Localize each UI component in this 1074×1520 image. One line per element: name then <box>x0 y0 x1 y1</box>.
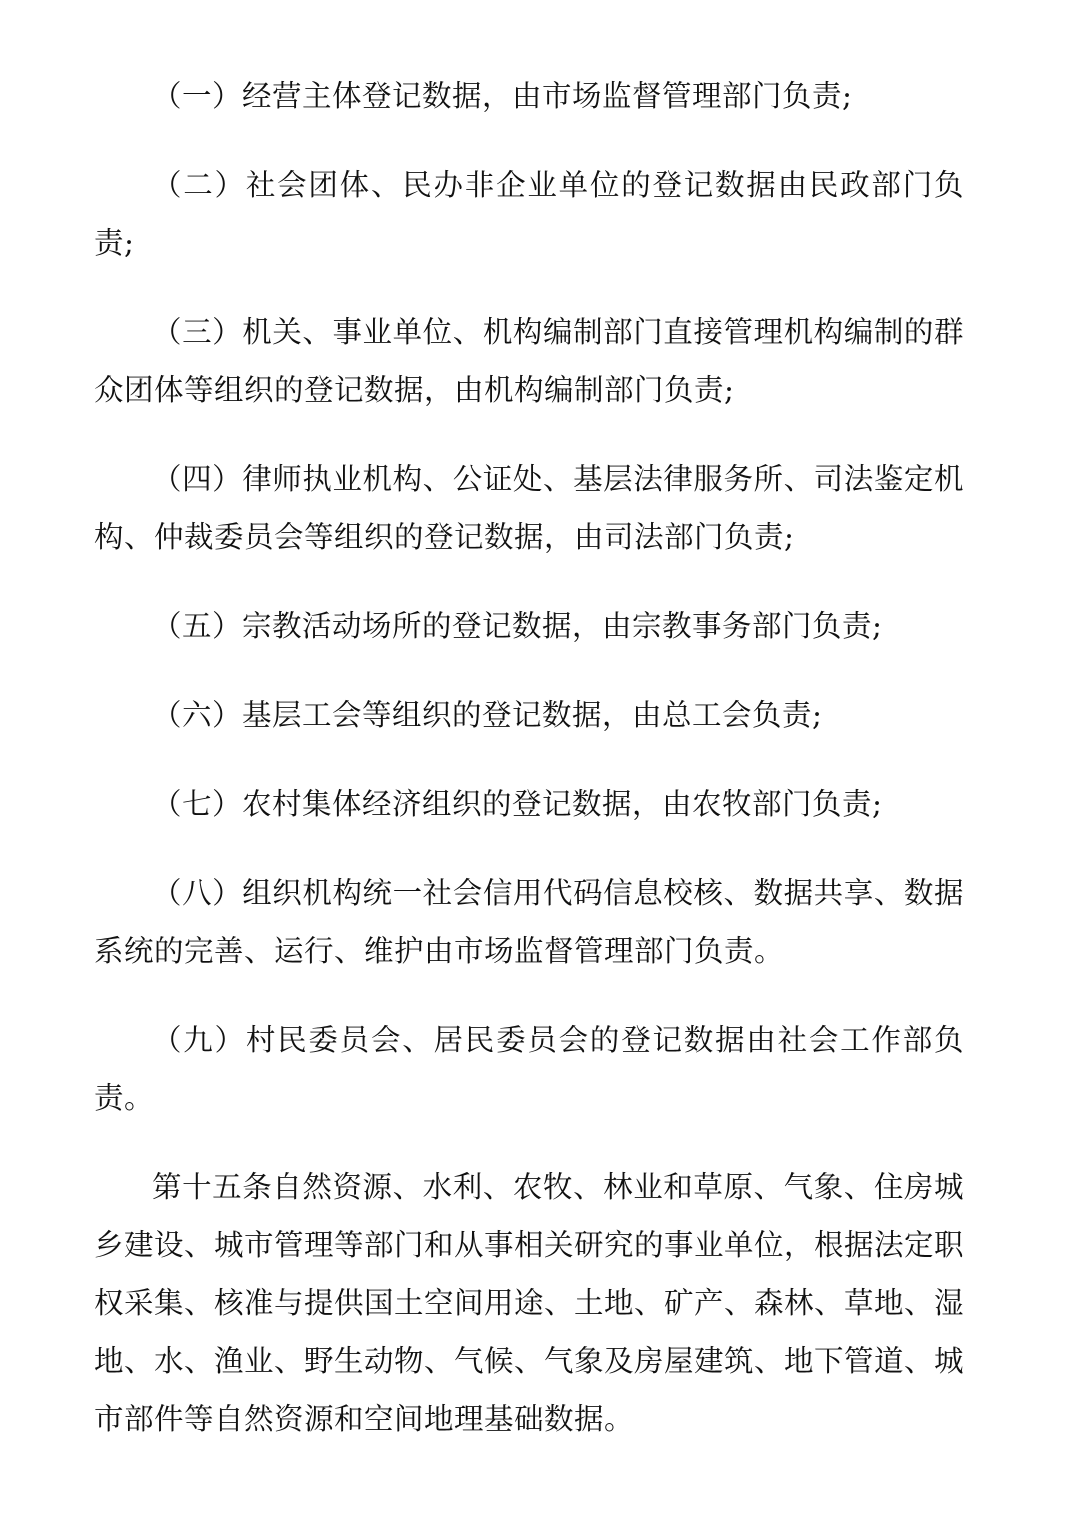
document-page <box>94 67 964 1448</box>
paragraph-item-5: （五）宗教活动场所的登记数据，由宗教事务部门负责; <box>152 609 883 643</box>
paragraph-item-1: （一）经营主体登记数据，由市场监督管理部门负责; <box>152 79 853 113</box>
paragraph-item-7: （七）农村集体经济组织的登记数据，由农牧部门负责; <box>152 787 883 821</box>
paragraph-article-15: 第十五条自然资源、水利、农牧、林业和草原、气象、住房城乡建设、城市管理等部门和从事相关研究的事业单位，根据法定职权采集、核准与提供国土空间用途、土地、矿产、森林、草地、湿地、水、渔业、野生动物、气候、气象及房屋建筑、地下管道、城市部件等自然资源和空间地理基础数据。 <box>94 1170 965 1436</box>
paragraph-item-2: （二）社会团体、民办非企业单位的登记数据由民政部门负责; <box>94 168 964 260</box>
paragraph-item-3: （三）机关、事业单位、机构编制部门直接管理机构编制的群众团体等组织的登记数据，由机构编制部门负责; <box>94 315 964 407</box>
paragraph-item-8: （八）组织机构统一社会信用代码信息校核、数据共享、数据系统的完善、运行、维护由市场监督管理部门负责。 <box>94 876 964 968</box>
paragraph-item-6: （六）基层工会等组织的登记数据，由总工会负责; <box>152 698 823 732</box>
paragraph-item-4: （四）律师执业机构、公证处、基层法律服务所、司法鉴定机构、仲裁委员会等组织的登记数据，由司法部门负责; <box>94 462 964 554</box>
paragraph-item-9: （九）村民委员会、居民委员会的登记数据由社会工作部负责。 <box>94 1023 964 1115</box>
